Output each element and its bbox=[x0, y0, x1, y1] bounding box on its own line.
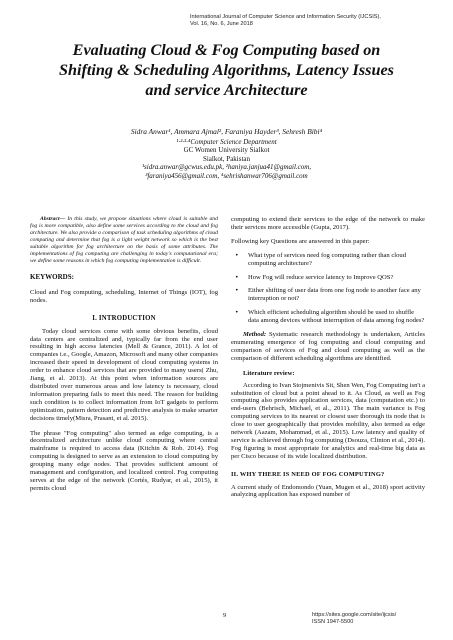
keywords-heading: KEYWORDS: bbox=[30, 273, 74, 281]
list-item bbox=[231, 252, 425, 268]
section-2-paragraph: A current study of Endomondo (Yuan, Mugen et al., 2018) sport activity analyzing application has exposed number of bbox=[231, 483, 425, 499]
abstract-text: In this study, we propose situations where cloud is suitable and fog is more compatible, also define some services according to the cloud and fog architecture. We also provide a comparison of task scheduling algorithms of cloud computing and determine that fog is a light weight network so which is the best suitable algorithm for fog architecture on the basis of some attributes. The implementations of fog computing are challenging in today's computational era; we define some reasons in which fog computing implementation is difficult. bbox=[30, 216, 218, 264]
intro-paragraph-1: Today cloud services come with some obvious benefits, cloud data centers are centralized and, typically far from the end user resulting in high access latencies (Mell & Grance, 2011). A lot of companies i.e., Google, Amazon, Microsoft and many other companies increased their speed in development of cloud computing systems in order to enhance cloud services that are provided to many users( Zhu, Jiang, et al. 2013). At this point when information sources are distributed over numerous areas and low latency is necessary, cloud information preparing fails to meet this need. The reason for building such condition is to collect information from IoT gadgets to perform optimization, pattern detection and predictive analysis to make smarter decisions timely(Misra, Prasant, et al. 2015). bbox=[30, 327, 218, 422]
author-emails-2: ³faraniya456@gmail.com, ⁴sehrishanwar706@gmail.com bbox=[145, 171, 308, 180]
method-text: Systematic research methodology is undertaken, Articles enumerating emergence of fog computing and cloud computing and comparison of services of Fog and cloud computing as well as the comparison of different scheduling algorithms are identified. bbox=[231, 331, 425, 362]
page-number: 9 bbox=[223, 612, 227, 619]
author-names: Sidra Anwar¹, Ammara Ajmal², Faraniya Hayder³, Sehresh Bibi⁴ bbox=[130, 127, 323, 136]
left-column bbox=[30, 216, 218, 493]
footer-info bbox=[312, 612, 442, 626]
literature-paragraph: According to Ivan Stojmenivis Sit, Shen Wen, Fog Computing isn't a substitution of cloud but a point ahead to it. As Cloud, as well as Fog computing also provides application services, data (computation etc.) to end-users (Behrisch, Michael, et al., 2011). The main variance is Fog computing services to its nearest or closest user thorough its node that is close to user geographically that provides mobility, also termed as edge network (Aazam, Mohammad, et al., 2015). Low latency and quality of service is achieved through fog computing (Dsouza, Clinton et al., 2014). Fog figuring is most appropriate for analytics and real-time big data as per Cisco because of its wide localized distribution. bbox=[231, 381, 425, 460]
question-2: How Fog will reduce service latency to Improve QOS? bbox=[248, 273, 394, 281]
intro-heading: I. INTRODUCTION bbox=[92, 314, 156, 322]
author-department: ¹·²·³·⁴Computer Science Department bbox=[176, 137, 277, 146]
intro-paragraph-2: The phrase "Fog computing" also termed as edge computing, is a decentralized architecture unlike cloud computing where central mainframe is required to access data (Kitchin & Rob. 2014). Fog computing is designed to serve as an extension to cloud computing by grouping many edge nodes. That provides sufficient amount of management and configuration, and localized control. Fog computing serves at the edge of the network (Cortés, Rudyar, et al., 2015), it permits cloud bbox=[30, 429, 218, 492]
questions-intro: Following key Questions are answered in this paper: bbox=[231, 237, 370, 245]
method-lead: Method: bbox=[243, 331, 267, 339]
list-item bbox=[231, 287, 425, 303]
journal-volume: Vol. 16, No. 6, June 2018 bbox=[190, 21, 253, 27]
questions-list bbox=[231, 252, 425, 325]
title-line-2: Shifting & Scheduling Algorithms, Latency Issues bbox=[59, 61, 394, 79]
list-item bbox=[231, 309, 425, 325]
bullet-icon: • bbox=[235, 309, 239, 317]
method-paragraph bbox=[231, 331, 425, 363]
title-line-1: Evaluating Cloud & Fog Computing based on bbox=[72, 41, 381, 59]
title-line-3: and service Architecture bbox=[145, 81, 308, 99]
paper-title bbox=[30, 40, 423, 100]
footer-url[interactable]: https://sites.google.com/site/ijcsis/ bbox=[312, 612, 397, 618]
question-3: Either shifting of user data from one fog node to another face any interruption or not? bbox=[248, 287, 421, 303]
author-university: GC Women University Sialkot bbox=[183, 146, 270, 155]
question-4: Which efficient scheduling algorithm should be used to shuffle data among devices without interruption of data among fog nodes? bbox=[248, 309, 425, 325]
footer-issn: ISSN 1947-5500 bbox=[312, 619, 354, 625]
journal-header bbox=[190, 14, 440, 28]
continued-paragraph: computing to extend their services to the edge of the network to make their services more accessible (Gupta, 2017). bbox=[231, 216, 425, 231]
abstract-lead: Abstract— bbox=[40, 216, 66, 222]
bullet-icon: • bbox=[235, 287, 239, 295]
right-column bbox=[231, 216, 425, 499]
author-block bbox=[40, 128, 413, 181]
journal-name: International Journal of Computer Science and Information Security (IJCSIS), bbox=[190, 14, 381, 20]
keywords-text: Cloud and Fog computing, scheduling, Internet of Things (IOT), fog nodes. bbox=[30, 288, 218, 304]
bullet-icon: • bbox=[235, 273, 239, 281]
literature-heading: Literature review: bbox=[243, 369, 295, 377]
abstract bbox=[30, 216, 218, 265]
author-emails-1: ¹sidra.anwar@gcwus.edu.pk, ²haniya.janjua41@gmail.com, bbox=[141, 163, 312, 172]
bullet-icon: • bbox=[235, 251, 239, 259]
list-item bbox=[231, 274, 425, 282]
question-1: What type of services need fog computing rather than cloud computing architecture? bbox=[248, 251, 407, 267]
section-2-heading: II. WHY THERE IS NEED OF FOG COMPUTING? bbox=[231, 470, 385, 478]
author-location: Sialkot, Pakistan bbox=[202, 154, 251, 163]
